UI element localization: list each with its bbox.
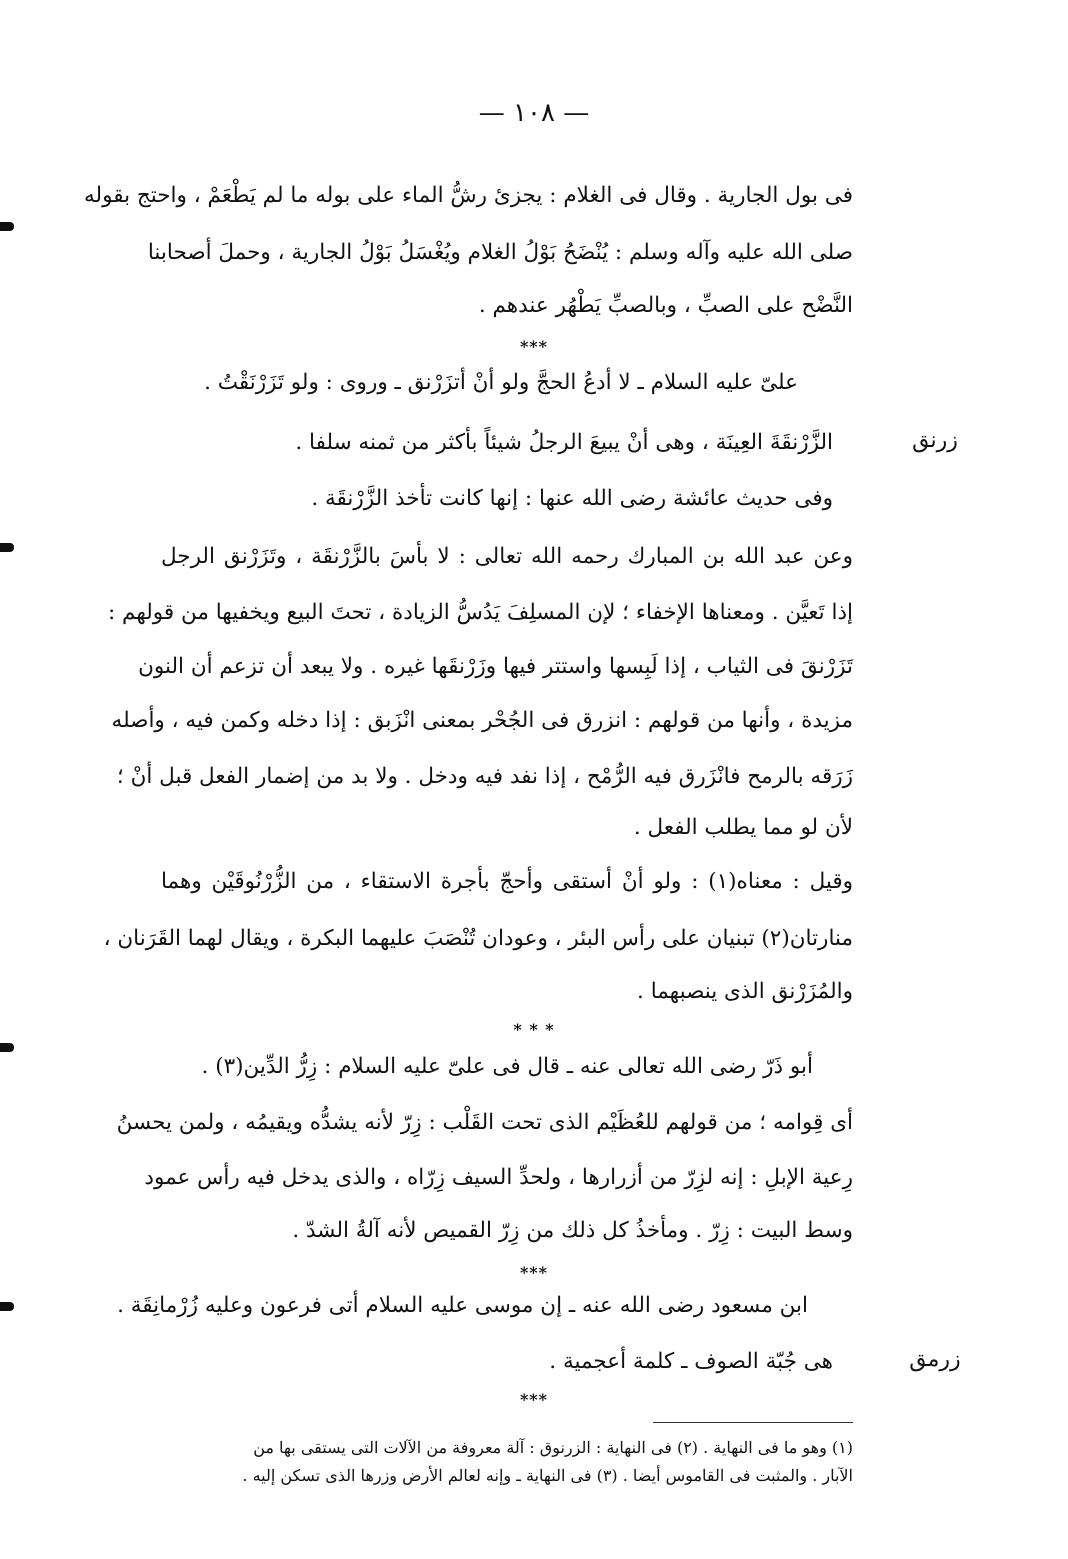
hadith-heading: ابن مسعود رضى الله عنه ـ إن موسى عليه السلام أتى فرعون وعليه زُرْمانِقَة .: [117, 1293, 808, 1318]
footnote-line: (١) وهو ما فى النهاية . (٢) فى النهاية : الزرنوق : آلة معروفة من الآلات التى يستقى بها من: [253, 1438, 853, 1457]
text-line: مزيدة ، وأنها من قولهم : انزرق فى الجُحْر بمعنى انْزَبق : إذا دخله وكمن فيه ، وأصله: [111, 708, 853, 733]
hadith-heading: أبو ذَرّ رضى الله تعالى عنه ـ قال فى علىّ عليه السلام : زِرُّ الدِّين(٣) .: [201, 1054, 813, 1079]
text-line: صلى الله عليه وآله وسلم : يُنْضَحُ بَوْلُ الغلام ويُغْسَلُ بَوْلُ الجارية ، وحملَ أصحابنا: [147, 240, 853, 265]
scan-edge-mark: [0, 1302, 14, 1311]
section-separator: ***: [519, 1390, 549, 1409]
text-line: وقيل : معناه(١) : ولو أنْ أستقى وأحجّ بأجرة الاستقاء ، من الزُّرْنُوقَيْن وهما: [161, 869, 853, 894]
text-line: تَزَرْنقَ فى الثياب ، إذا لَبِسها واستتر فيها وزَرْنقَها غيره . ولا يبعد أن تزعم أن النون: [138, 654, 853, 679]
section-separator: ***: [519, 337, 549, 356]
text-line: وعن عبد الله بن المبارك رحمه الله تعالى : لا بأسَ بالزَّرْنقَة ، وتَزَرْنق الرجل: [161, 544, 853, 569]
margin-headword: زرنق: [912, 428, 958, 453]
text-line: فى بول الجارية . وقال فى الغلام : يجزئ رشُّ الماء على بوله ما لم يَطْعَمْ ، واحتج بقوله: [84, 183, 853, 208]
text-line: زَرَقه بالرمح فانْزَرق فيه الرُّمْح ، إذا نفد فيه ودخل . ولا بد من إضمار الفعل قبل أنْ ؛: [116, 764, 853, 789]
scan-edge-mark: [0, 222, 14, 231]
section-separator: * * *: [513, 1020, 555, 1039]
text-line: النَّضْح على الصبِّ ، وبالصبِّ يَطْهُر عندهم .: [478, 293, 853, 318]
margin-headword: زرمق: [909, 1347, 961, 1372]
text-line: أى قِوامه ؛ من قولهم للعُظَيْم الذى تحت القَلْب : زِرّ لأنه يشدُّه ويقيمُه ، ولمن يحسنُ: [116, 1110, 853, 1135]
text-line: الزَّرْنقَةَ العِينَة ، وهى أنْ يبيعَ الرجلُ شيئاً بأكثر من ثمنه سلفا .: [295, 430, 833, 455]
section-separator: ***: [519, 1263, 549, 1282]
scan-edge-mark: [0, 543, 14, 552]
text-line: هى جُبّة الصوف ـ كلمة أعجمية .: [549, 1349, 833, 1374]
footnote-divider: [653, 1422, 853, 1423]
text-line: منارتان(٢) تبنيان على رأس البئر ، وعودان تُنْصَبَ عليهما البكرة ، ويقال لهما القَرَنان ،: [103, 926, 853, 951]
text-line: لأن لو مما يطلب الفعل .: [633, 815, 853, 840]
scan-edge-mark: [0, 1043, 14, 1052]
footnote-line: الآبار . والمثبت فى القاموس أيضا . (٣) فى النهاية ـ وإنه لعالم الأرض وزرها الذى تسكن إليه .: [242, 1466, 853, 1485]
page-number: — ١٠٨ —: [478, 98, 590, 128]
text-line: وفى حديث عائشة رضى الله عنها : إنها كانت تأخذ الزَّرْنقَة .: [311, 486, 833, 511]
text-line: رِعية الإبلِ : إنه لزِرّ من أزرارها ، ولحدِّ السيف زِرّاه ، والذى يدخل فيه رأس عمود: [144, 1165, 853, 1190]
text-line: وسط البيت : زِرّ . ومأخذُ كل ذلك من زِرّ القميص لأنه آلةُ الشدّ .: [292, 1218, 853, 1243]
text-line: والمُزَرْنق الذى ينصبهما .: [637, 979, 853, 1004]
text-line: إذا تَعيَّن . ومعناها الإخفاء ؛ لإن المسلِفَ يَدُسُّ الزيادة ، تحتَ البيع ويخفيها من قولهم :: [107, 600, 853, 625]
hadith-heading: علىّ عليه السلام ـ لا أدعُ الحجَّ ولو أنْ أتزَرْنق ـ وروى : ولو تَزَرْنَقْتُ .: [204, 370, 798, 395]
